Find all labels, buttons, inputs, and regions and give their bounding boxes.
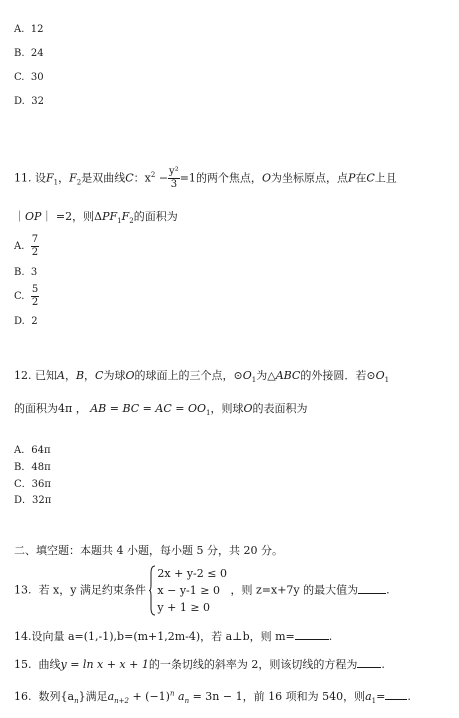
q13-constraint-system [149, 565, 227, 616]
q15: 15. 曲线y = ln x + x + 1的一条切线的斜率为 2，则该切线的方程为 . [14, 658, 385, 671]
q13-constraint-2: x − y-1 ≥ 0 [157, 584, 220, 597]
q12-stem-line2: 的面积为4π ， AB = BC = AC = $OO_1$，则球O的表面积为 [14, 402, 308, 418]
section-heading: 二、填空题：本题共 4 小题，每小题 5 分，共 20 分。 [14, 544, 283, 557]
q12-stem-line1: 12. 已知A，B，C为球O的球面上的三个点，$⊙O_1$为△ABC的外接圆．若$⊙O_1$ [14, 369, 390, 385]
q12-option-d: D．32π [14, 495, 52, 506]
q10-option-b: B. 24 [14, 48, 44, 59]
q16: 16. 数列$\{a_n\}$满足$a_{n+2} + (-1)^n$ $a_n = 3n - 1$，前 16 项和为 540，则$a_1=$ . [14, 689, 411, 706]
q16-answer-blank[interactable] [385, 689, 407, 700]
q11-stem-line1: 11. 设$F_1$，$F_2$是双曲线C：$x^2$ − $\frac{\text{y²}}{3}$ =1的两个焦点，O为坐标原点，点P在C上且 [14, 166, 397, 190]
q13: 13. 若 x，y 满足约束条件 2x + y-2 ≤ 0 x − y-1 ≥ 0 y + 1 ≥ 0 ，则 z=x+7y 的最大值为 . [14, 567, 390, 614]
left-brace-icon [149, 565, 156, 616]
q10-option-d: D. 32 [14, 96, 44, 107]
q12-option-c: C．36π [14, 479, 51, 490]
q15-answer-blank[interactable] [357, 657, 381, 668]
q11-fraction: $\frac{\text{y²}}{3}$ [169, 166, 179, 190]
q13-constraint-1: 2x + y-2 ≤ 0 [157, 567, 227, 580]
q11-option-a: A. $\frac{7}{2}$ [14, 234, 39, 258]
q12-option-b: B．48π [14, 462, 51, 473]
q10-option-c: C. 30 [14, 72, 44, 83]
q11-option-b: B. 3 [14, 267, 38, 278]
q10-option-a: A. 12 [14, 24, 44, 35]
q11-option-c: C. $\frac{5}{2}$ [14, 284, 39, 308]
q11-stem-line2: ｜OP｜ =2，则$\Delta PF_1F_2$的面积为 [14, 210, 178, 226]
q14: 14.设向量 a=(1,-1),b=(m+1,2m-4)，若 a⊥b，则 m= . [14, 630, 333, 643]
q13-constraint-3: y + 1 ≥ 0 [157, 601, 211, 614]
q13-answer-blank[interactable] [358, 583, 386, 594]
q11-option-d: D. 2 [14, 316, 38, 327]
q14-answer-blank[interactable] [295, 629, 329, 640]
q12-option-a: A．64π [14, 445, 51, 456]
